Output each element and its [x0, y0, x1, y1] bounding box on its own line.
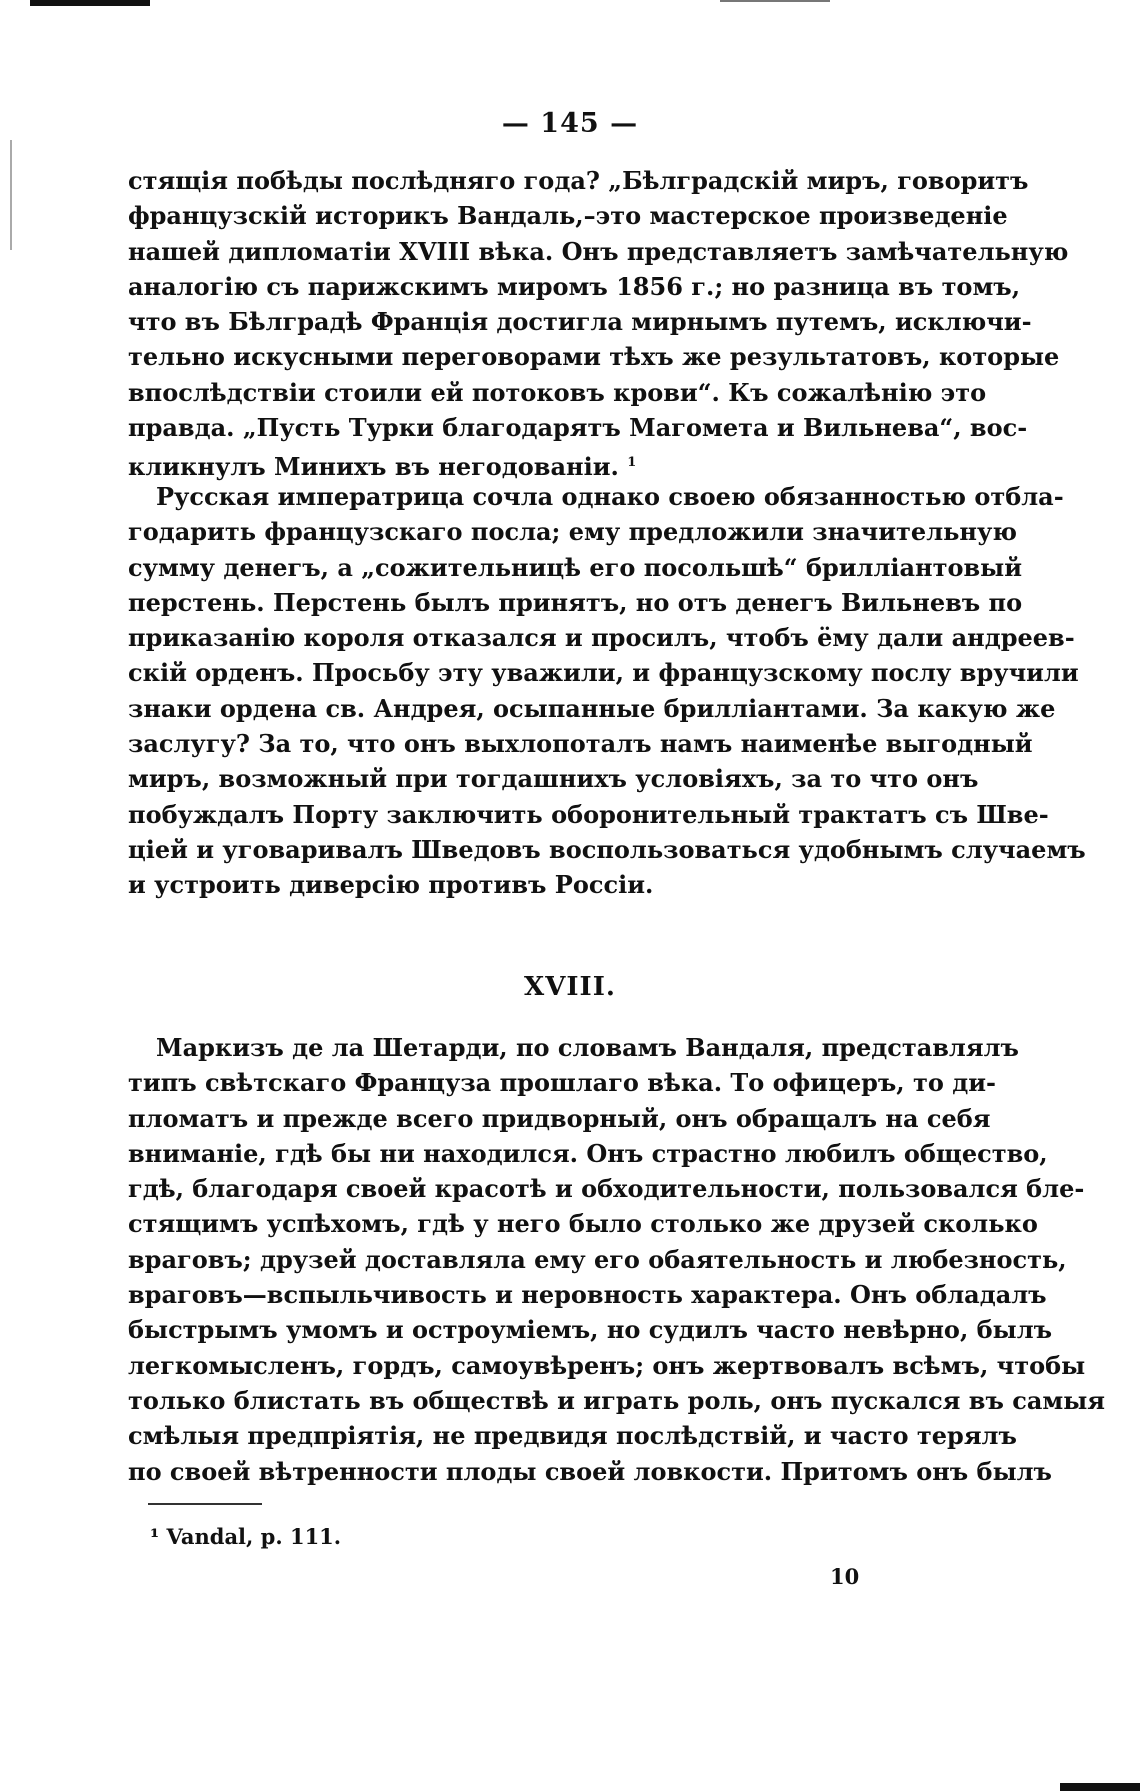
text-line: Русская императрица сочла однако своею обязанностью отбла- — [156, 482, 1064, 511]
paragraph — [128, 1030, 1106, 1489]
page-number: — 145 — — [501, 108, 639, 139]
text-line: что въ Бѣлградѣ Франція достигла мирнымъ путемъ, исключи- — [128, 307, 1032, 337]
text-line: сумму денегъ, а „сожительницѣ его посольшѣ“ брилліантовый — [128, 552, 1023, 582]
text-line: аналогію съ парижскимъ миромъ 1856 г.; но разница въ томъ, — [128, 271, 1021, 301]
footnote — [150, 1524, 341, 1549]
text-line: Маркизъ де ла Шетарди, по словамъ Вандаля, представлялъ — [156, 1033, 1019, 1062]
text-line: побуждалъ Порту заключить оборонительный трактатъ съ Шве- — [128, 799, 1049, 829]
scan-artifact — [1060, 1783, 1140, 1791]
footnote-divider — [148, 1503, 262, 1505]
text-line: легкомысленъ, гордъ, самоувѣренъ; онъ жертвовалъ всѣмъ, чтобы — [128, 1350, 1086, 1380]
footnote-marker: ¹ — [150, 1524, 160, 1549]
text-line: приказанію короля отказался и просилъ, чтобъ ёму дали андреев- — [128, 623, 1075, 653]
text-line: впослѣдствіи стоили ей потоковъ крови“. Къ сожалѣнію это — [128, 377, 987, 407]
text-line: правда. „Пусть Турки благодарятъ Магомета и Вильнева“, вос- — [128, 413, 1028, 443]
text-line: стящимъ успѣхомъ, гдѣ у него было столько же друзей сколько — [128, 1209, 1038, 1239]
text-line-content: кликнулъ Минихъ въ негодованіи. — [128, 452, 619, 482]
text-line: смѣлыя предпріятія, не предвидя послѣдствій, и часто терялъ — [128, 1421, 1017, 1451]
section-heading: XVIII. — [524, 972, 616, 1002]
signature-mark: 10 — [830, 1564, 860, 1589]
text-line: перстень. Перстень былъ принятъ, но отъ денегъ Вильневъ по — [128, 587, 1023, 617]
text-line: нашей дипломатіи XVIII вѣка. Онъ представляетъ замѣчательную — [128, 236, 1069, 266]
text-line: враговъ—вспыльчивость и неровность характера. Онъ обладалъ — [128, 1280, 1047, 1310]
footnote-text: Vandal, p. 111. — [166, 1524, 342, 1549]
text-line: ціей и уговаривалъ Шведовъ воспользоваться удобнымъ случаемъ — [128, 834, 1086, 864]
text-line: пломатъ и прежде всего придворный, онъ обращалъ на себя — [128, 1103, 991, 1133]
text-line: заслугу? За то, что онъ выхлопоталъ намъ наименѣе выгодный — [128, 729, 1033, 759]
text-line: годарить французскаго посла; ему предложили значительную — [128, 517, 1017, 547]
text-line: скій орденъ. Просьбу эту уважили, и французскому послу вручили — [128, 658, 1079, 688]
paragraph — [128, 163, 1069, 485]
text-line: только блистать въ обществѣ и играть роль, онъ пускался въ самыя — [128, 1385, 1106, 1415]
text-line: по своей вѣтренности плоды своей ловкости. Притомъ онъ былъ — [128, 1456, 1052, 1486]
text-line: гдѣ, благодаря своей красотѣ и обходительности, пользовался бле- — [128, 1174, 1085, 1204]
text-line: быстрымъ умомъ и остроуміемъ, но судилъ часто невѣрно, былъ — [128, 1315, 1053, 1345]
text-line: типъ свѣтскаго Француза прошлаго вѣка. То офицеръ, то ди- — [128, 1068, 996, 1098]
text-line: враговъ; друзей доставляла ему его обаятельность и любезность, — [128, 1244, 1067, 1274]
text-line: знаки ордена св. Андрея, осыпанные брилліантами. За какую же — [128, 693, 1056, 723]
scan-artifact — [30, 0, 150, 6]
text-line: вниманіе, гдѣ бы ни находился. Онъ страстно любилъ общество, — [128, 1138, 1048, 1168]
text-line: французскій историкъ Вандаль,–это мастерское произведеніе — [128, 201, 1008, 231]
text-line: стящія побѣды послѣдняго года? „Бѣлградскій миръ, говоритъ — [128, 166, 1029, 195]
text-line: и устроить диверсію противъ Россіи. — [128, 870, 654, 900]
text-line: миръ, возможный при тогдашнихъ условіяхъ, за то что онъ — [128, 764, 979, 794]
paragraph — [128, 479, 1086, 903]
footnote-reference: 1 — [627, 455, 637, 471]
text-line: тельно искусными переговорами тѣхъ же результатовъ, которые — [128, 342, 1060, 372]
scan-artifact — [10, 140, 12, 250]
scan-artifact — [720, 0, 830, 2]
